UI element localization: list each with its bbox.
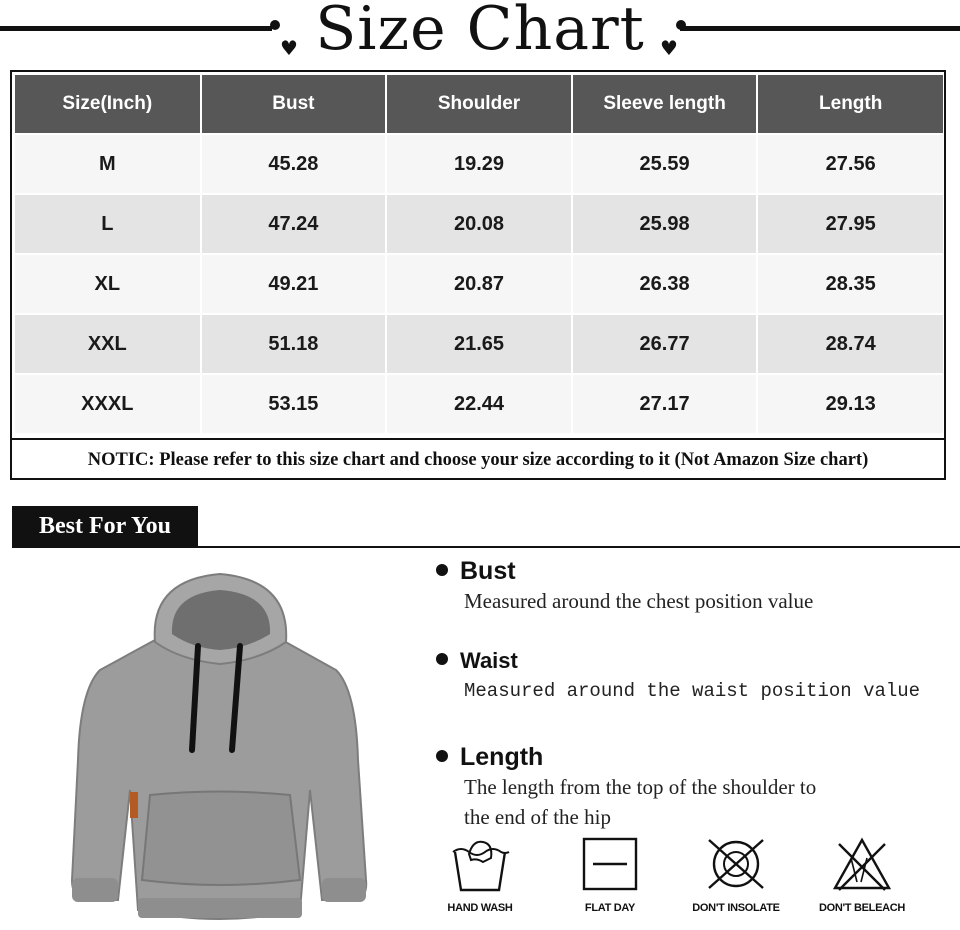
bullet-icon bbox=[436, 750, 448, 762]
cell-sleeve: 26.38 bbox=[572, 254, 758, 314]
care-label: HAND WASH bbox=[447, 902, 513, 914]
cell-bust: 53.15 bbox=[201, 374, 387, 433]
bullet-icon bbox=[436, 564, 448, 576]
measure-title: Length bbox=[460, 743, 544, 771]
cell-shoulder: 20.87 bbox=[386, 254, 572, 314]
cell-length: 28.74 bbox=[757, 314, 943, 374]
size-notice: NOTIC: Please refer to this size chart and choose your size according to it (Not Amazon Size chart) bbox=[12, 438, 944, 480]
do-not-bleach-icon bbox=[829, 836, 895, 892]
cell-length: 27.95 bbox=[757, 194, 943, 254]
table-row bbox=[15, 314, 943, 374]
cell-size: XXL bbox=[15, 314, 201, 374]
care-dont-bleach bbox=[802, 836, 922, 914]
care-label: FLAT DAY bbox=[584, 902, 636, 914]
cell-shoulder: 19.29 bbox=[386, 134, 572, 194]
care-flat-dry bbox=[550, 836, 670, 914]
measure-title: Bust bbox=[460, 557, 516, 585]
cell-bust: 45.28 bbox=[201, 134, 387, 194]
table-header-row bbox=[15, 75, 943, 134]
col-header-length: Length bbox=[757, 75, 943, 134]
measure-length bbox=[436, 742, 816, 832]
title-banner bbox=[0, 0, 960, 66]
col-header-sleeve: Sleeve length bbox=[572, 75, 758, 134]
cell-size: XL bbox=[15, 254, 201, 314]
cell-length: 28.35 bbox=[757, 254, 943, 314]
cell-sleeve: 27.17 bbox=[572, 374, 758, 433]
best-for-you-label: Best For You bbox=[12, 506, 198, 546]
size-table bbox=[15, 75, 943, 433]
cell-shoulder: 21.65 bbox=[386, 314, 572, 374]
cell-sleeve: 25.59 bbox=[572, 134, 758, 194]
heart-left-icon: ♥ bbox=[280, 36, 298, 60]
section-rule bbox=[12, 546, 960, 548]
cell-bust: 49.21 bbox=[201, 254, 387, 314]
measure-bust bbox=[436, 556, 813, 616]
care-label: DON'T BELEACH bbox=[818, 902, 906, 914]
care-hand-wash bbox=[420, 836, 540, 914]
cell-sleeve: 25.98 bbox=[572, 194, 758, 254]
table-row bbox=[15, 374, 943, 433]
do-not-insolate-icon bbox=[703, 836, 769, 892]
measure-desc: Measured around the chest position value bbox=[464, 589, 814, 613]
cell-size: XXXL bbox=[15, 374, 201, 433]
cell-size: L bbox=[15, 194, 201, 254]
cell-bust: 51.18 bbox=[201, 314, 387, 374]
measure-desc: the end of the hip bbox=[464, 805, 611, 829]
cell-sleeve: 26.77 bbox=[572, 314, 758, 374]
col-header-shoulder: Shoulder bbox=[386, 75, 572, 134]
cell-shoulder: 20.08 bbox=[386, 194, 572, 254]
care-dont-insolate bbox=[676, 836, 796, 914]
cell-length: 27.56 bbox=[757, 134, 943, 194]
size-table-frame bbox=[10, 70, 946, 480]
heart-right-icon: ♥ bbox=[660, 36, 678, 60]
hand-wash-icon bbox=[447, 836, 513, 892]
col-header-bust: Bust bbox=[201, 75, 387, 134]
measure-waist bbox=[436, 646, 920, 706]
bullet-icon bbox=[436, 653, 448, 665]
page-title: Size Chart bbox=[315, 0, 645, 64]
col-header-size: Size(Inch) bbox=[15, 75, 201, 134]
cell-shoulder: 22.44 bbox=[386, 374, 572, 433]
cell-size: M bbox=[15, 134, 201, 194]
care-label: DON'T INSOLATE bbox=[692, 902, 780, 914]
measure-desc: The length from the top of the shoulder to bbox=[464, 775, 817, 799]
table-row bbox=[15, 134, 943, 194]
measure-desc: Measured around the waist position value bbox=[464, 680, 921, 702]
table-row bbox=[15, 254, 943, 314]
hoodie-illustration bbox=[60, 560, 380, 930]
table-row bbox=[15, 194, 943, 254]
flat-dry-icon bbox=[581, 836, 639, 892]
cell-bust: 47.24 bbox=[201, 194, 387, 254]
measure-title: Waist bbox=[460, 648, 518, 673]
cell-length: 29.13 bbox=[757, 374, 943, 433]
